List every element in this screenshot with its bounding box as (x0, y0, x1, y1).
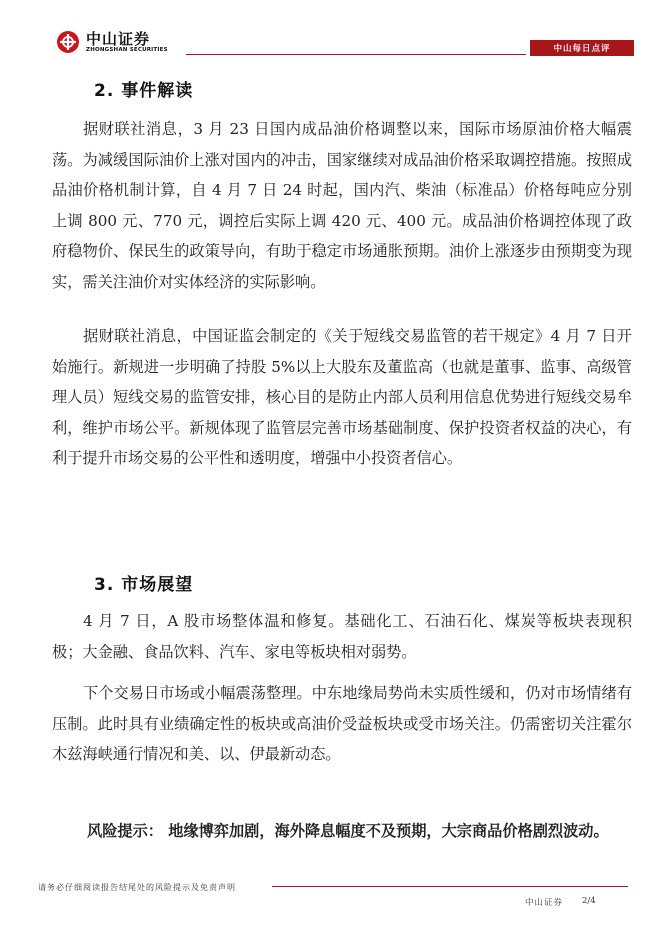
page-header (0, 0, 662, 60)
risk-warning: 风险提示： 地缘博弈加剧，海外降息幅度不及预期，大宗商品价格剧烈波动。 (87, 822, 609, 840)
header-divider (186, 54, 526, 55)
company-logo-icon (56, 30, 80, 54)
footer-company: 中山证券 (525, 898, 564, 908)
company-logo (56, 30, 186, 58)
report-type-badge: 中山每日点评 (530, 40, 634, 56)
company-name-en: ZHONGSHAN SECURITIES (86, 47, 168, 53)
footer-disclaimer: 请务必仔细阅读报告结尾处的风险提示及免责声明 (38, 883, 236, 892)
footer-divider (272, 886, 628, 887)
paragraph-short-trading: 据财联社消息，中国证监会制定的《关于短线交易监管的若干规定》4 月 7 日开始施行。新规进一步明确了持股 5%以上大股东及董监高（也就是董事、监事、高级管理人员）短线交易的监管安排，核心目的是防止内部人员利用信息优势进行短线交易牟利，维护市场公平。新规体现了监管层完善市场基础制度、保护投资者权益的决心，有利于提升市场交易的公平性和透明度，增强中小投资者信心。 (52, 327, 632, 467)
page-number: 2/4 (582, 896, 596, 906)
paragraph-market-outlook: 下个交易日市场或小幅震荡整理。中东地缘局势尚未实质性缓和，仍对市场情绪有压制。此时具有业绩确定性的板块或高油价受益板块或受市场关注。仍需密切关注霍尔木兹海峡通行情况和美、以、伊最新动态。 (52, 684, 632, 763)
paragraph-market-review: 4 月 7 日，A 股市场整体温和修复。基础化工、石油石化、煤炭等板块表现积极；大金融、食品饮料、汽车、家电等板块相对弱势。 (52, 612, 632, 661)
company-name-cn: 中山证券 (86, 30, 151, 48)
section-title-outlook: 3. 市场展望 (94, 575, 194, 595)
section-title-events: 2. 事件解读 (94, 81, 194, 101)
paragraph-oil-price: 据财联社消息，3 月 23 日国内成品油价格调整以来，国际市场原油价格大幅震荡。为减缓国际油价上涨对国内的冲击，国家继续对成品油价格采取调控措施。按照成品油价格机制计算，自 4 月 7 日 24 时起，国内汽、柴油（标准品）价格每吨应分别上调 800 元、770 元，调控后实际上调 420 元、400 元。成品油价格调控体现了政府稳物价、保民生的政策导向，有助于稳定市场通胀预期。油价上涨逐步由预期变为现实，需关注油价对实体经济的实际影响。 (52, 120, 632, 291)
